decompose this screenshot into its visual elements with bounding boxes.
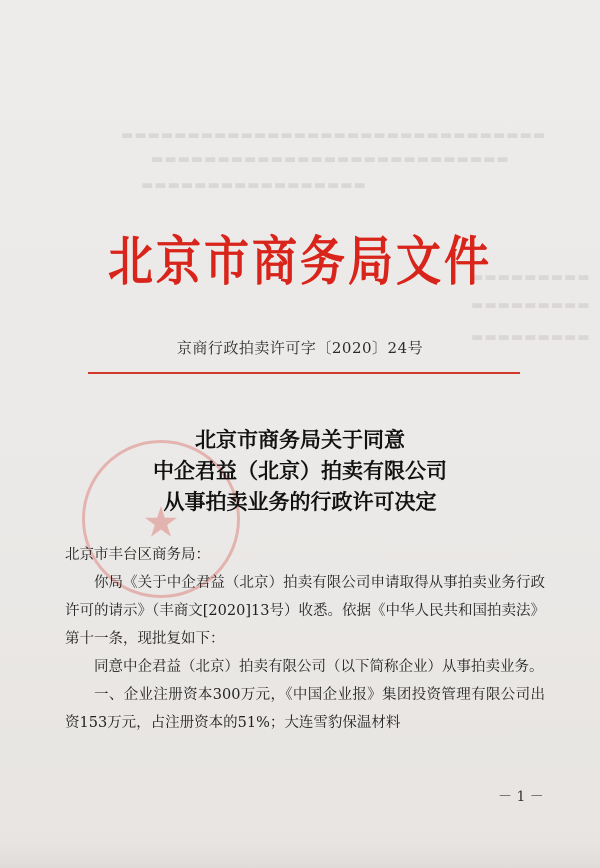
show-through-text: ▬▬▬▬▬▬▬▬▬▬▬▬▬▬▬▬▬▬▬▬▬▬▬▬▬▬▬▬▬▬▬▬ <box>120 128 546 143</box>
salutation: 北京市丰台区商务局： <box>65 547 210 563</box>
page-number: － 1 － <box>498 789 544 805</box>
show-through-text: ▬▬▬▬▬▬▬▬▬▬▬▬▬▬▬▬▬ <box>140 178 366 193</box>
document-title-line-3: 从事拍卖业务的行政许可决定 <box>163 490 437 514</box>
show-through-text: ▬▬▬▬▬▬▬▬▬ <box>470 298 590 313</box>
header-title: 北京市商务局文件 <box>107 229 492 293</box>
body-paragraph-2: 同意中企君益（北京）拍卖有限公司（以下简称企业）从事拍卖业务。 <box>94 659 544 675</box>
seal-star-icon: ★ <box>142 497 180 547</box>
show-through-text: ▬▬▬▬▬▬▬▬▬ <box>470 270 590 285</box>
red-divider-rule <box>88 372 520 374</box>
page-edge-shadow <box>0 844 600 868</box>
document-title-line-1: 北京市商务局关于同意 <box>195 428 405 452</box>
document-body <box>65 569 545 737</box>
document-title-line-2: 中企君益（北京）拍卖有限公司 <box>153 459 447 483</box>
document-number: 京商行政拍卖许可字〔2020〕24号 <box>176 339 424 357</box>
show-through-text: ▬▬▬▬▬▬▬▬▬▬▬▬▬▬▬▬▬▬▬▬▬▬▬▬▬▬▬ <box>150 152 509 167</box>
body-paragraph-3: 一、企业注册资本300万元，《中国企业报》集团投资管理有限公司出资153万元，占注册资本的51%；大连雪豹保温材料 <box>65 687 545 731</box>
show-through-text: ▬▬▬▬▬▬▬▬▬ <box>470 330 590 345</box>
body-paragraph-1: 你局《关于中企君益（北京）拍卖有限公司申请取得从事拍卖业务行政许可的请示》（丰商文[2020]13号）收悉。依据《中华人民共和国拍卖法》第十一条，现批复如下： <box>65 575 545 647</box>
